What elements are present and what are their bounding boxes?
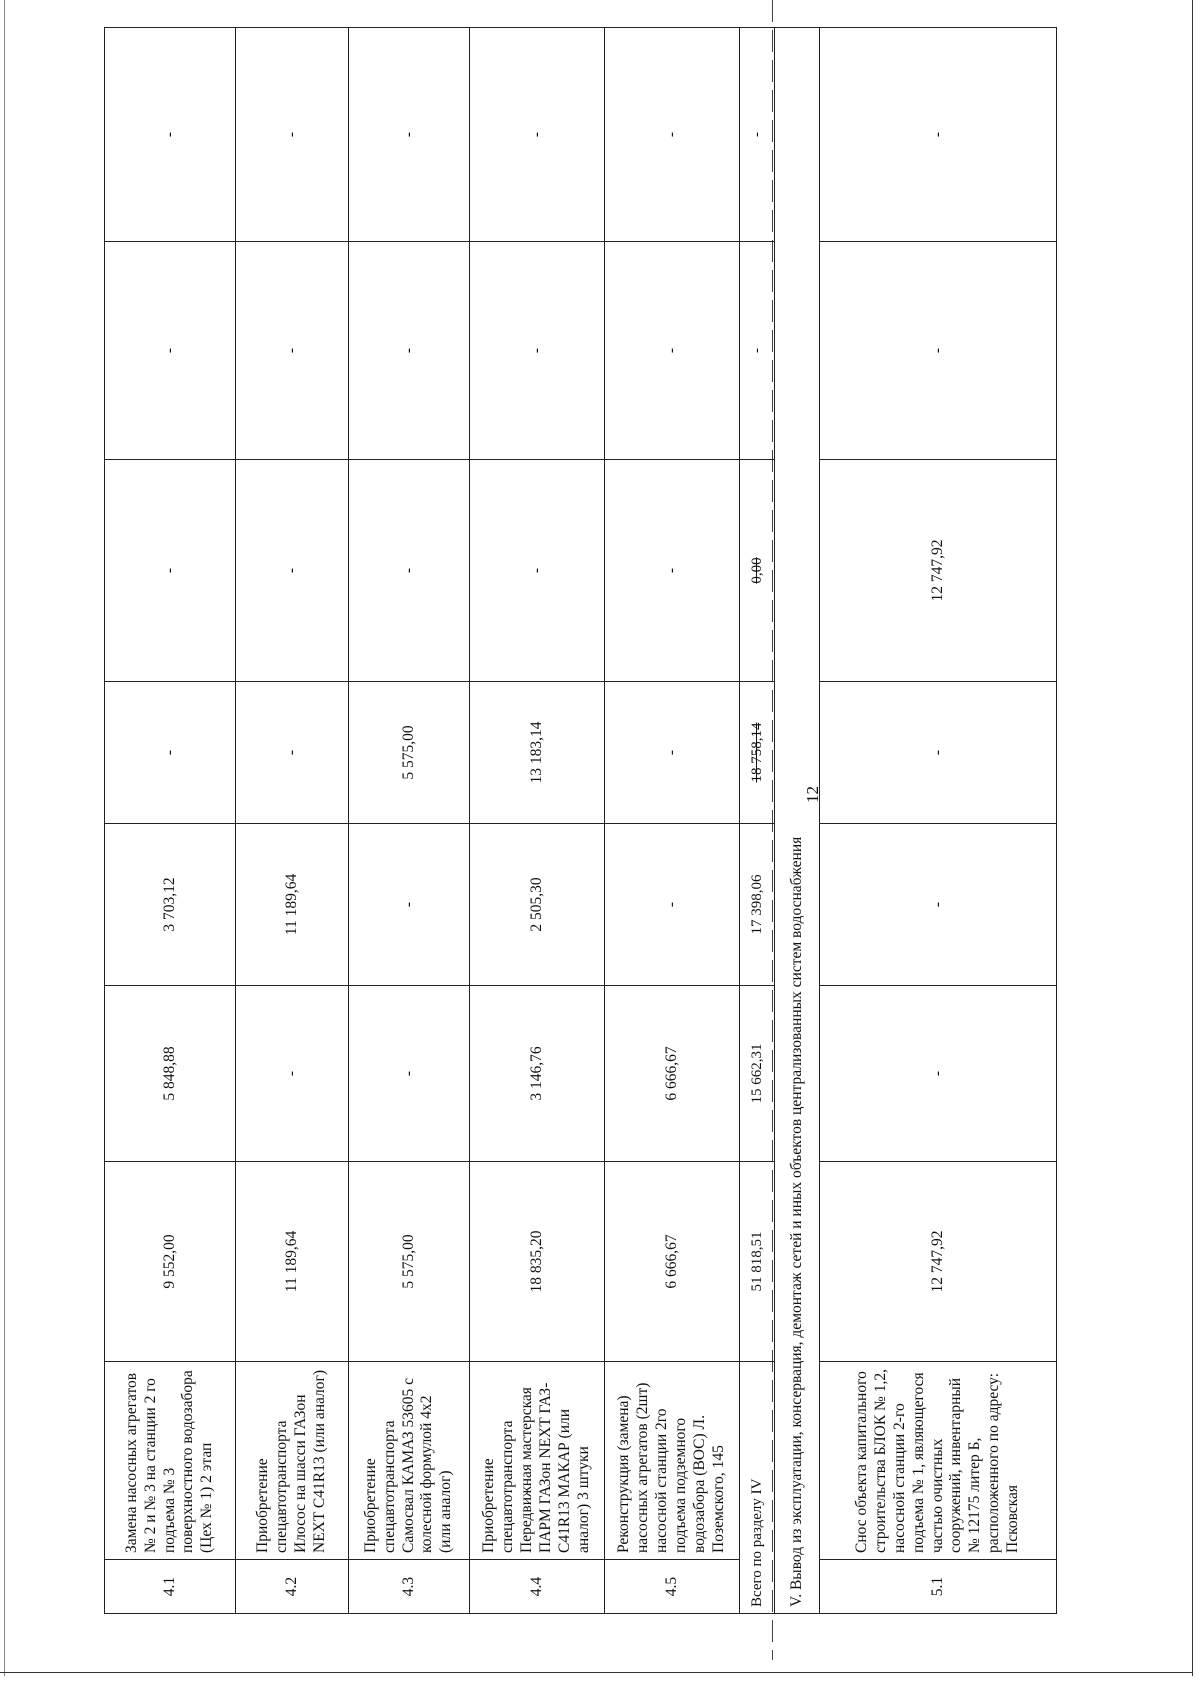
cell-value: - — [820, 28, 1057, 242]
cell-value: 15 662,31 — [740, 986, 775, 1162]
row-number: 4.1 — [105, 1560, 236, 1614]
page-number: 12 — [803, 786, 822, 803]
cell-value: - — [605, 682, 740, 824]
cell-value: - — [349, 460, 470, 682]
cell-total: 5 575,00 — [349, 1162, 470, 1362]
cell-value: - — [470, 242, 605, 460]
row-number: 4.4 — [470, 1560, 605, 1614]
table-row — [349, 28, 470, 1614]
table-row — [820, 28, 1057, 1614]
rotated-table-container — [104, 28, 1104, 1614]
cell-value: 11 189,64 — [236, 824, 349, 986]
cell-value: 6 666,67 — [605, 986, 740, 1162]
row-number: 4.5 — [605, 1560, 740, 1614]
table-row — [105, 28, 236, 1614]
cell-value: 0,00 — [740, 460, 775, 682]
cell-total: 9 552,00 — [105, 1162, 236, 1362]
cell-value: - — [105, 460, 236, 682]
cell-total: 12 747,92 — [820, 1162, 1057, 1362]
cell-value: - — [105, 242, 236, 460]
cell-value: - — [349, 28, 470, 242]
cell-value: 17 398,06 — [740, 824, 775, 986]
cell-value: - — [236, 242, 349, 460]
cell-value: - — [605, 242, 740, 460]
page-border-bottom — [0, 1672, 1192, 1673]
cell-value: 2 505,30 — [470, 824, 605, 986]
cell-value: 3 146,76 — [470, 986, 605, 1162]
cell-value: 18 758,14 — [740, 682, 775, 824]
section-title: V. Вывод из эксплуатации, консервация, демонтаж сетей и иных объектов централизованных систем водоснабжения — [775, 28, 820, 1614]
cell-value: - — [740, 242, 775, 460]
page-border-left — [4, 0, 5, 1676]
cell-value: - — [349, 242, 470, 460]
cell-total: 18 835,20 — [470, 1162, 605, 1362]
cell-value: - — [740, 28, 775, 242]
cell-value: 13 183,14 — [470, 682, 605, 824]
cell-value: 5 575,00 — [349, 682, 470, 824]
cell-value: - — [605, 824, 740, 986]
cell-value: - — [820, 682, 1057, 824]
cell-value: - — [820, 242, 1057, 460]
row-description: Приобретение спецавтотранспорта Самосвал КАМАЗ 53605 с колесной формулой 4х2 (или аналог) — [349, 1362, 470, 1560]
section-header-row — [775, 28, 820, 1614]
row-description: Приобретение спецавтотранспорта Илосос на шасси ГАЗон NEXT C41R13 (или аналог) — [236, 1362, 349, 1560]
row-description: Реконструкция (замена) насосных агрегатов (2шт) насосной станции 2го подъема подземного водозабора (ВОС) Л. Поземского, 145 — [605, 1362, 740, 1560]
cell-value: - — [820, 824, 1057, 986]
cell-value: - — [236, 682, 349, 824]
cell-value: - — [349, 986, 470, 1162]
cell-value: 5 848,88 — [105, 986, 236, 1162]
cell-value: - — [820, 986, 1057, 1162]
cell-value: - — [470, 460, 605, 682]
cell-value: - — [349, 824, 470, 986]
cell-value: - — [236, 986, 349, 1162]
table-row — [236, 28, 349, 1614]
cell-total: 11 189,64 — [236, 1162, 349, 1362]
cell-value: - — [105, 28, 236, 242]
total-label: Всего по разделу IV — [740, 1362, 775, 1614]
row-description: Снос объекта капитального строительства БЛОК № 1,2, насосной станции 2-го подъема № 1, являющегося частью очистных сооружений, инвентарный № 12175 литер Б, расположенного по адресу: Псковская — [820, 1362, 1057, 1560]
cell-value: - — [470, 28, 605, 242]
cell-value: - — [236, 28, 349, 242]
row-number: 4.2 — [236, 1560, 349, 1614]
investment-table — [104, 27, 1057, 1614]
cell-value: 3 703,12 — [105, 824, 236, 986]
row-description: Приобретение спецавтотранспорта Передвижная мастерская ПАРМ ГАЗон NEXT ГАЗ-С41R13 МАКАР (или аналог) 3 штуки — [470, 1362, 605, 1560]
cell-value: - — [236, 460, 349, 682]
cell-total: 51 818,51 — [740, 1162, 775, 1362]
row-number: 4.3 — [349, 1560, 470, 1614]
cell-value: - — [105, 682, 236, 824]
cell-value: 12 747,92 — [820, 460, 1057, 682]
cell-total: 6 666,67 — [605, 1162, 740, 1362]
table-row — [470, 28, 605, 1614]
row-description: Замена насосных агрегатов № 2 и № 3 на станции 2 го подъема № 3 поверхностного водозабора (Цех № 1) 2 этап — [105, 1362, 236, 1560]
cell-value: - — [605, 460, 740, 682]
row-number: 5.1 — [820, 1560, 1057, 1614]
page-border-right — [1192, 0, 1193, 1676]
cell-value: - — [605, 28, 740, 242]
table-row — [605, 28, 740, 1614]
section-total-row — [740, 28, 775, 1614]
